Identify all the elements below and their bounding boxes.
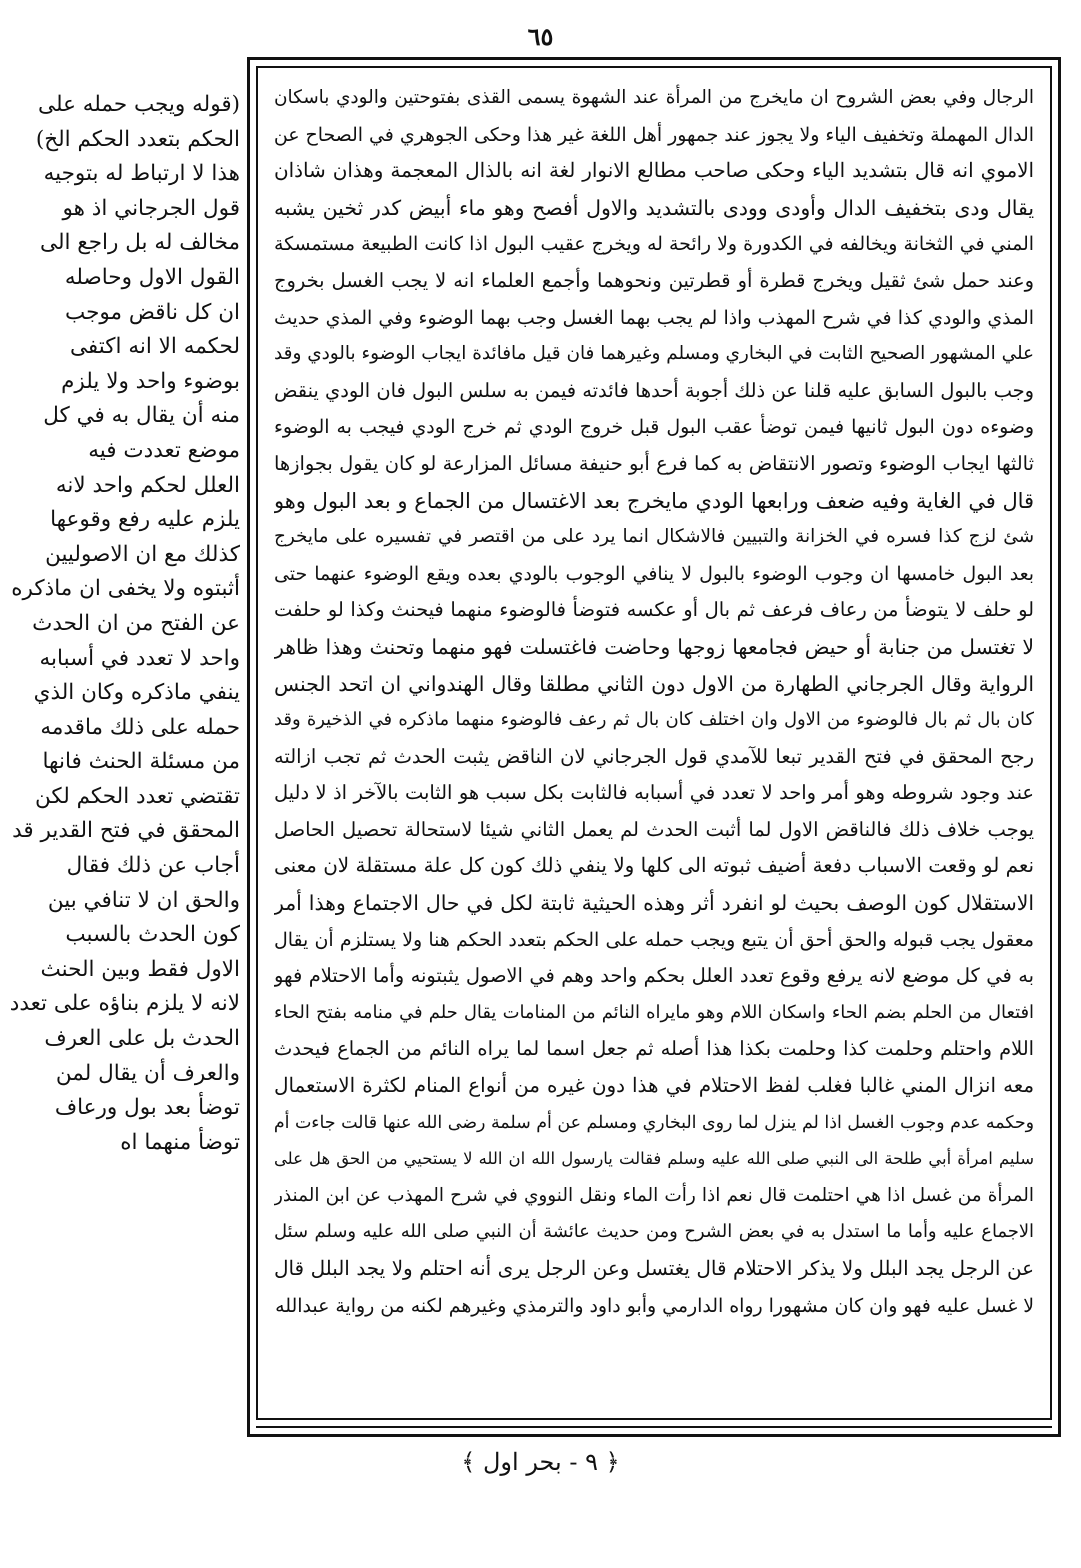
margin-note-line: مخالف له بل راجع الى: [40, 230, 240, 256]
footer-signature: ﴿ ٩ - بحر اول ﴾: [461, 1448, 620, 1476]
margin-note-line: والعرف أن يقال لمن: [55, 1060, 240, 1086]
margin-note-line: المحقق في فتح القدير قد: [12, 818, 240, 844]
margin-note-line: واحد لا تعدد في أسبابه: [39, 645, 240, 671]
main-text-line: الرواية وقال الجرجاني الطهارة من الاول دون الثاني مطلقا وقال الهندواني ان اتحد الجنس: [274, 671, 1034, 696]
margin-commentary: [8, 88, 240, 1388]
main-text-line: الرجال وفي بعض الشروح ان مايخرج من المرأة عند الشهوة يسمى القذى بفتوحتين والودي باسكان: [274, 87, 1034, 108]
main-text-line: افتعال من الحلم بضم الحاء واسكان اللام وهو مايراه النائم من المنامات يقال حلم في منامه بفتح الحاء: [274, 1001, 1034, 1023]
margin-note-line: كون الحدث بالسبب: [65, 922, 240, 948]
margin-note-line: العلل لحكم واحد لانه: [55, 472, 240, 498]
inner-border: [256, 66, 1052, 1420]
main-text-line: المني في الثخانة ويخالفه في الكدورة ولا رائحة له ويخرج عقيب البول اذا كانت الطبيعة مستمسكة: [274, 233, 1034, 256]
main-text-line: لا غسل عليه فهو وان كان مشهورا رواه الدارمي وأبو داود والترمذي وغيرهم لكنه من رواية عبدالله: [275, 1294, 1034, 1317]
margin-note-line: توضأ بعد بول ورعاف: [54, 1095, 240, 1121]
main-text-line: عن الرجل يجد البلل ولا يذكر الاحتلام قال يغتسل وعن الرجل يرى أنه احتلم ولا يجد البلل قال: [274, 1257, 1034, 1280]
margin-note-line: موضع تعددت فيه: [88, 437, 240, 463]
main-text-line: وحكمه عدم وجوب الغسل اذا لم ينزل لما روى البخاري ومسلم عن أم سلمة رضى الله عنها قالت جاءت أم: [274, 1112, 1034, 1133]
main-text-line: لا تغتسل من جنابة أو حيض فجامعها زوجها وحاضت فاغتسلت فهو منهما وتحنث وهذا ظاهر: [274, 634, 1034, 659]
main-text-line: معه انزال المني غالبا فغلب لفظ الاحتلام في هذا دون غيره من أنواع المنام لكثرة الاستعمال: [274, 1074, 1034, 1098]
main-text-line: ثالثها ايجاب الوضوء وتصور الانتقاض به كما فرع أبو حنيفة مسائل المزارعة لو كان يقول بجوازها: [274, 451, 1034, 475]
main-text-line: كان بال ثم بال فالوضوء من الاول وان اختلف كان بال ثم رعف فالوضوء منهما ماذكره في الذخيرة وقد: [274, 709, 1034, 731]
main-text-line: الدال المهملة وتخفيف الياء ولا يجوز عند جمهور أهل اللغة غير هذا وحكى الجوهري في الصحاح عن: [274, 123, 1034, 146]
main-text-line: بعد البول خامسها ان وجوب الوضوء بالبول لا ينافي الوجوب بالودي بعده ويقع الوضوء عنهما حتى: [274, 562, 1034, 585]
main-text-frame: [247, 57, 1061, 1437]
bottom-rule: [256, 1426, 1052, 1428]
margin-note-line: الحدث بل على العرف: [44, 1026, 240, 1052]
margin-note-line: هذا لا ارتباط له بتوجيه: [43, 161, 240, 187]
main-text-line: الاجماع عليه وأما ما استدل به في بعض الشرح ومن حديث عائشة أن النبي صلى الله عليه وسلم سئل: [274, 1221, 1034, 1243]
margin-note-line: لحكمه الا انه اكتفى: [70, 334, 240, 360]
margin-note-line: توضأ منهما اه: [120, 1129, 240, 1155]
main-text-line: وعند حمل شئ ثقيل ويخرج قطرة أو قطرتين ونحوهما وأجمع العلماء انه لا يجب الغسل بخروج: [274, 268, 1034, 292]
margin-note-line: ينفي ماذكره وكان الذي: [33, 680, 240, 706]
main-text-line: علي المشهور الصحيح الثابت في البخاري ومسلم وغيرهما فان قيل مافائدة ايجاب الوضوء بالودي وقد: [274, 343, 1034, 365]
margin-note-line: تقتضي تعدد الحكم لكن: [34, 783, 240, 809]
main-text-line: عند وجود شروطه وهو أمر واحد لا تعدد في أسبابه فالثابت بكل سبب هو الثابت بالآخر اذ لا دليل: [274, 781, 1034, 805]
margin-note-line: الحكم بتعدد الحكم الخ): [35, 126, 240, 152]
margin-note-line: يلزم عليه رفع وقوعها: [50, 507, 240, 533]
margin-note-line: أثبتوه ولا يخفى ان ماذكره: [11, 576, 240, 602]
margin-note-line: حمله على ذلك ماقدمه: [40, 714, 240, 740]
main-text-line: اللام واحتلم وحلمت كذا وحلمت بكذا هذا أصله ثم جعل اسما لما يراه النائم من الجماع فيحدث: [274, 1037, 1034, 1061]
main-text-line: وضوءه دون البول ثانيها فيمن توضأ عقب البول قبل خروج الودي ثم خرج الودي فيجب به الوضوء: [274, 416, 1034, 439]
margin-note-line: ان كل ناقض موجب: [65, 299, 240, 325]
main-text-line: قال في الغاية وفيه ضعف ورابعها الودي مايخرج بعد الاغتسال من الجماع و بعد البول وهو: [274, 488, 1034, 513]
main-text-line: وجب بالبول السابق عليه قلنا عن ذلك أجوبة أحدها فائدته فيمن به سلس البول فان الودي ينقض: [274, 378, 1034, 402]
margin-note-line: عن الفتح من ان الحدث: [32, 610, 240, 636]
margin-note-line: لانه لا يلزم بناؤه على تعدد: [9, 991, 240, 1017]
main-text-body: [274, 80, 1034, 1396]
main-text-line: شئ لزج كذا فسره في الخزانة والتبيين فالاشكال انما يرد على من اقتصر في تفسيره على مايخرج: [274, 526, 1034, 548]
main-text-line: معقول يجب قبوله والحق أحق أن يتبع ويجب حمله على الحكم بتعدد الحكم هنا ولا يستلزم أن يقال: [274, 928, 1034, 951]
margin-note-line: من مسئلة الحنث فانها: [42, 749, 240, 775]
margin-note-line: الاول فقط وبين الحنث: [40, 956, 240, 982]
margin-note-line: (قوله ويجب حمله على: [38, 92, 240, 117]
main-text-line: المرأة من غسل اذا هي احتلمت قال نعم اذا رأت الماء ونقل النووي في شرح المهذب عن ابن المنذر: [274, 1184, 1034, 1206]
main-text-line: به في كل موضع لانه يرفع وقوع تعدد العلل بحكم واحد وهم في الاصول يثبتونه وأما الاحتلام فهو: [274, 964, 1034, 988]
page-number: ٦٥: [527, 22, 554, 51]
margin-note-line: والحق ان لا تنافي بين: [47, 887, 240, 913]
main-text-line: يقال ودى بتخفيف الدال وأودى وودى بالتشديد والاول أفصح وهو ماء أبيض كدر ثخين يشبه: [274, 195, 1034, 220]
main-text-line: سليم امرأة أبي طلحة الى النبي صلى الله عليه وسلم فقالت يارسول الله ان الله لا يستحيي من الحق هل على: [274, 1149, 1034, 1169]
margin-note-line: قول الجرجاني اذ هو: [62, 195, 240, 221]
margin-note-line: القول الاول وحاصله: [64, 264, 240, 290]
main-text-line: نعم لو وقعت الاسباب دفعة أضيف ثبوته الى كلها ولا ينفي ذلك كون كل علة مستقلة لان معنى: [274, 854, 1034, 878]
margin-note-line: بوضوء واحد ولا يلزم: [61, 368, 240, 394]
main-text-line: يوجب خلاف ذلك فالناقض الاول لما أثبت الحدث لم يعمل الثاني شيئا لاستحالة تحصيل الحاصل: [274, 817, 1034, 841]
main-text-line: الاستقلال كون الوصف بحيث لو انفرد أثر وهذه الحيثية ثابتة لكل في حال الاجتماع وهذا أمر: [274, 891, 1034, 916]
main-text-line: الاموي انه قال بتشديد الياء وحكى صاحب مطالع الانوار لغة انه بالذال المعجمة وهذان شاذان: [274, 159, 1034, 183]
main-text-line: رجح المحقق في فتح القدير تبعا للآمدي قول الجرجاني لان الناقض يثبت الحدث ثم تجب ازالته: [274, 744, 1034, 768]
main-text-line: المذي والودي كذا في شرح المهذب واذا لم يجب بهما الغسل وجب بهما الوضوء وفي المذي حديث: [274, 306, 1034, 329]
margin-note-line: منه أن يقال به في كل: [43, 403, 240, 429]
margin-note-line: كذلك مع ان الاصوليين: [45, 541, 240, 567]
margin-note-line: أجاب عن ذلك فقال: [66, 853, 240, 879]
main-text-line: لو حلف لا يتوضأ من رعاف فرعف ثم بال أو عكسه فتوضأ فالوضوء منهما فيحنث وكذا لو حلفت: [274, 598, 1034, 622]
